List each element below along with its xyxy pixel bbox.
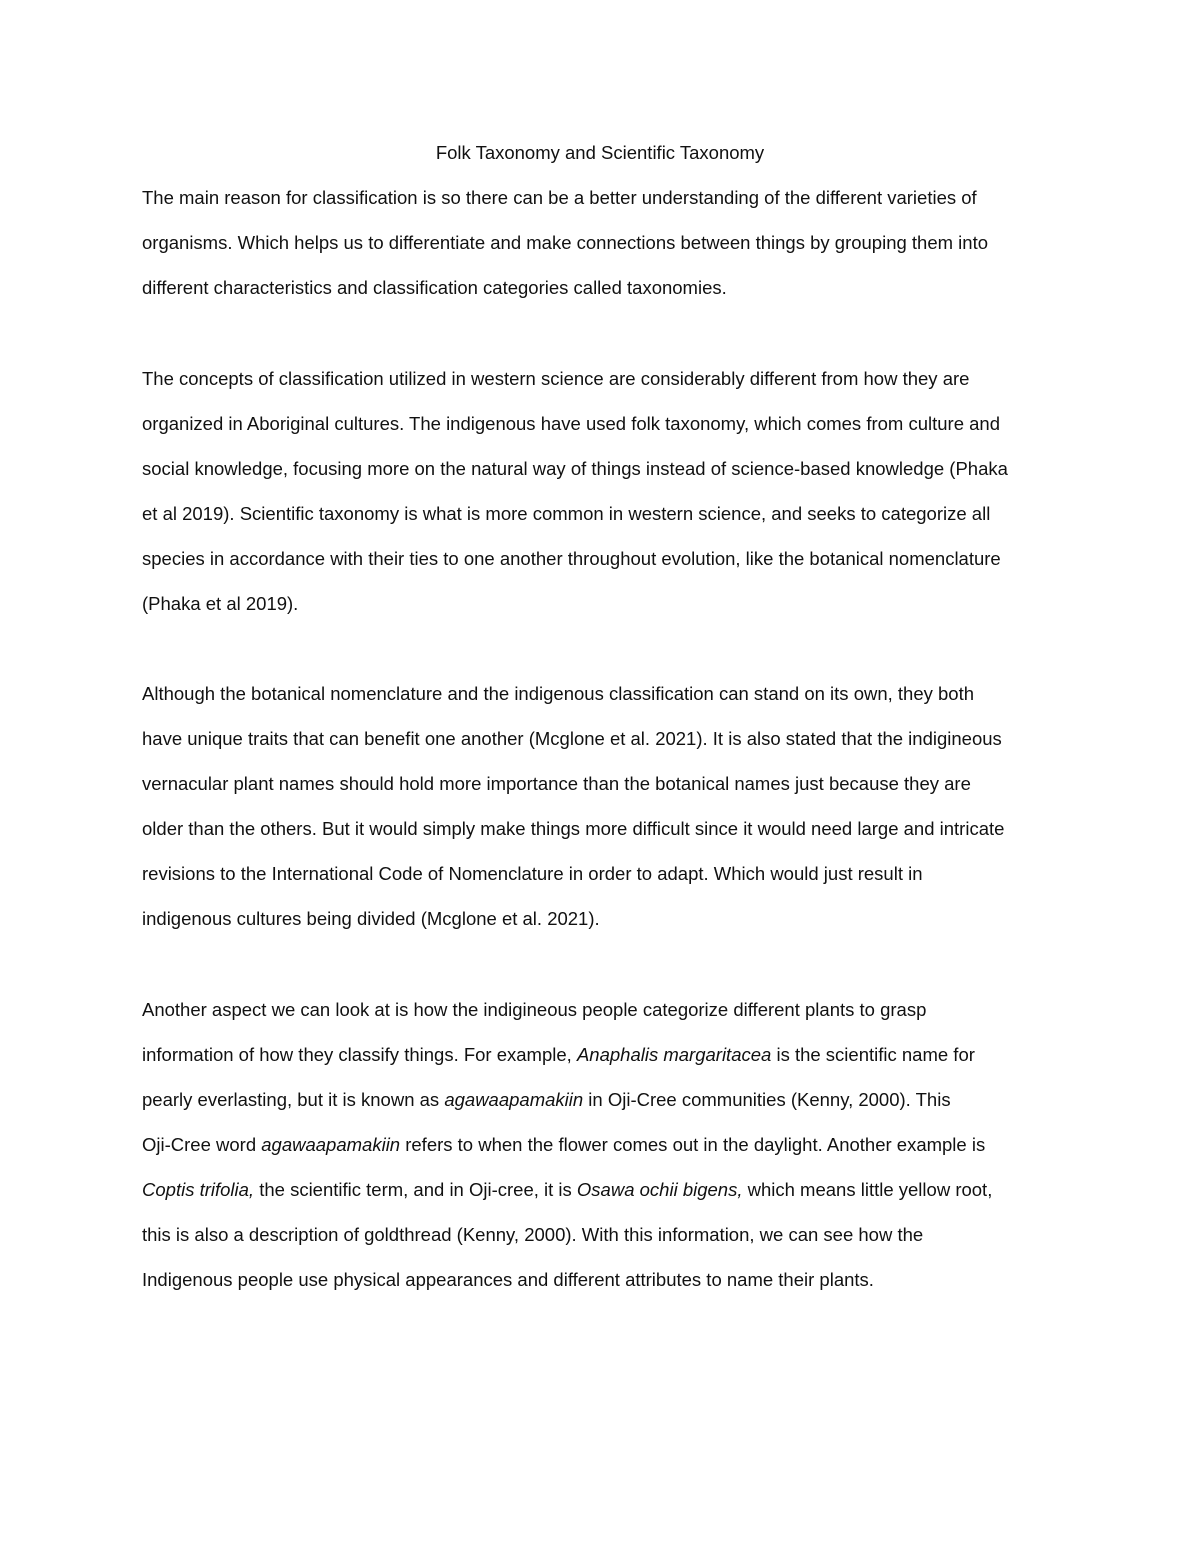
paragraph-1-line-3: different characteristics and classification categories called taxonomies.	[142, 277, 727, 298]
paragraph-2-line-2: organized in Aboriginal cultures. The indigenous have used folk taxonomy, which comes from culture and	[142, 413, 1000, 434]
document-title: Folk Taxonomy and Scientific Taxonomy	[435, 142, 765, 163]
paragraph-1-line-2: organisms. Which helps us to differentiate and make connections between things by grouping them into	[142, 232, 989, 253]
paragraph-4-line-3	[142, 1088, 1082, 1112]
text-segment: refers to when the flower comes out in the daylight. Another example is	[400, 1134, 986, 1155]
paragraph-4-line-4	[142, 1133, 1082, 1157]
text-segment: information of how they classify things. For example,	[142, 1044, 577, 1065]
paragraph-4-line-5	[142, 1178, 1082, 1202]
paragraph-3-line-2: have unique traits that can benefit one another (Mcglone et al. 2021). It is also stated that the indigineous	[142, 728, 1002, 749]
text-segment: Indigenous people use physical appearances and different attributes to name their plants.	[142, 1269, 874, 1290]
paragraph-2-line-4: et al 2019). Scientific taxonomy is what is more common in western science, and seeks to categorize all	[142, 503, 991, 524]
oji-cree-term: agawaapamakiin	[444, 1089, 584, 1110]
paragraph-3-line-3: vernacular plant names should hold more importance than the botanical names just because they are	[142, 773, 971, 794]
text-segment: the scientific term, and in Oji-cree, it is	[254, 1179, 577, 1200]
scientific-name: Coptis trifolia,	[142, 1179, 255, 1200]
text-segment: which means little yellow root,	[742, 1179, 993, 1200]
oji-cree-term: agawaapamakiin	[261, 1134, 401, 1155]
paragraph-2-line-3: social knowledge, focusing more on the natural way of things instead of science-based knowledge (Phaka	[142, 458, 1008, 479]
paragraph-2-line-1: The concepts of classification utilized in western science are considerably different from how they are	[142, 368, 970, 389]
paragraph-1-line-1: The main reason for classification is so there can be a better understanding of the different varieties of	[142, 187, 977, 208]
paragraph-4-line-6	[142, 1223, 1082, 1247]
text-segment: in Oji-Cree communities (Kenny, 2000). This	[583, 1089, 951, 1110]
paragraph-4-line-1	[142, 998, 1082, 1022]
paragraph-2-line-6: (Phaka et al 2019).	[142, 593, 299, 614]
paragraph-4-line-7	[142, 1268, 1082, 1292]
text-segment: pearly everlasting, but it is known as	[142, 1089, 445, 1110]
text-segment: is the scientific name for	[771, 1044, 975, 1065]
text-segment: Oji-Cree word	[142, 1134, 262, 1155]
scientific-name: Anaphalis margaritacea	[576, 1044, 772, 1065]
paragraph-3-line-6: indigenous cultures being divided (Mcglone et al. 2021).	[142, 908, 600, 929]
text-segment: this is also a description of goldthread (Kenny, 2000). With this information, we can see how the	[142, 1224, 924, 1245]
paragraph-4-line-2	[142, 1043, 1082, 1067]
oji-cree-term: Osawa ochii bigens,	[576, 1179, 743, 1200]
paragraph-3-line-4: older than the others. But it would simply make things more difficult since it would need large and intricate	[142, 818, 1005, 839]
paragraph-3-line-5: revisions to the International Code of Nomenclature in order to adapt. Which would just result in	[142, 863, 923, 884]
text-segment: Another aspect we can look at is how the indigineous people categorize different plants to grasp	[142, 999, 927, 1020]
paragraph-2-line-5: species in accordance with their ties to one another throughout evolution, like the botanical nomenclature	[142, 548, 1001, 569]
paragraph-3-line-1: Although the botanical nomenclature and the indigenous classification can stand on its own, they both	[142, 683, 975, 704]
